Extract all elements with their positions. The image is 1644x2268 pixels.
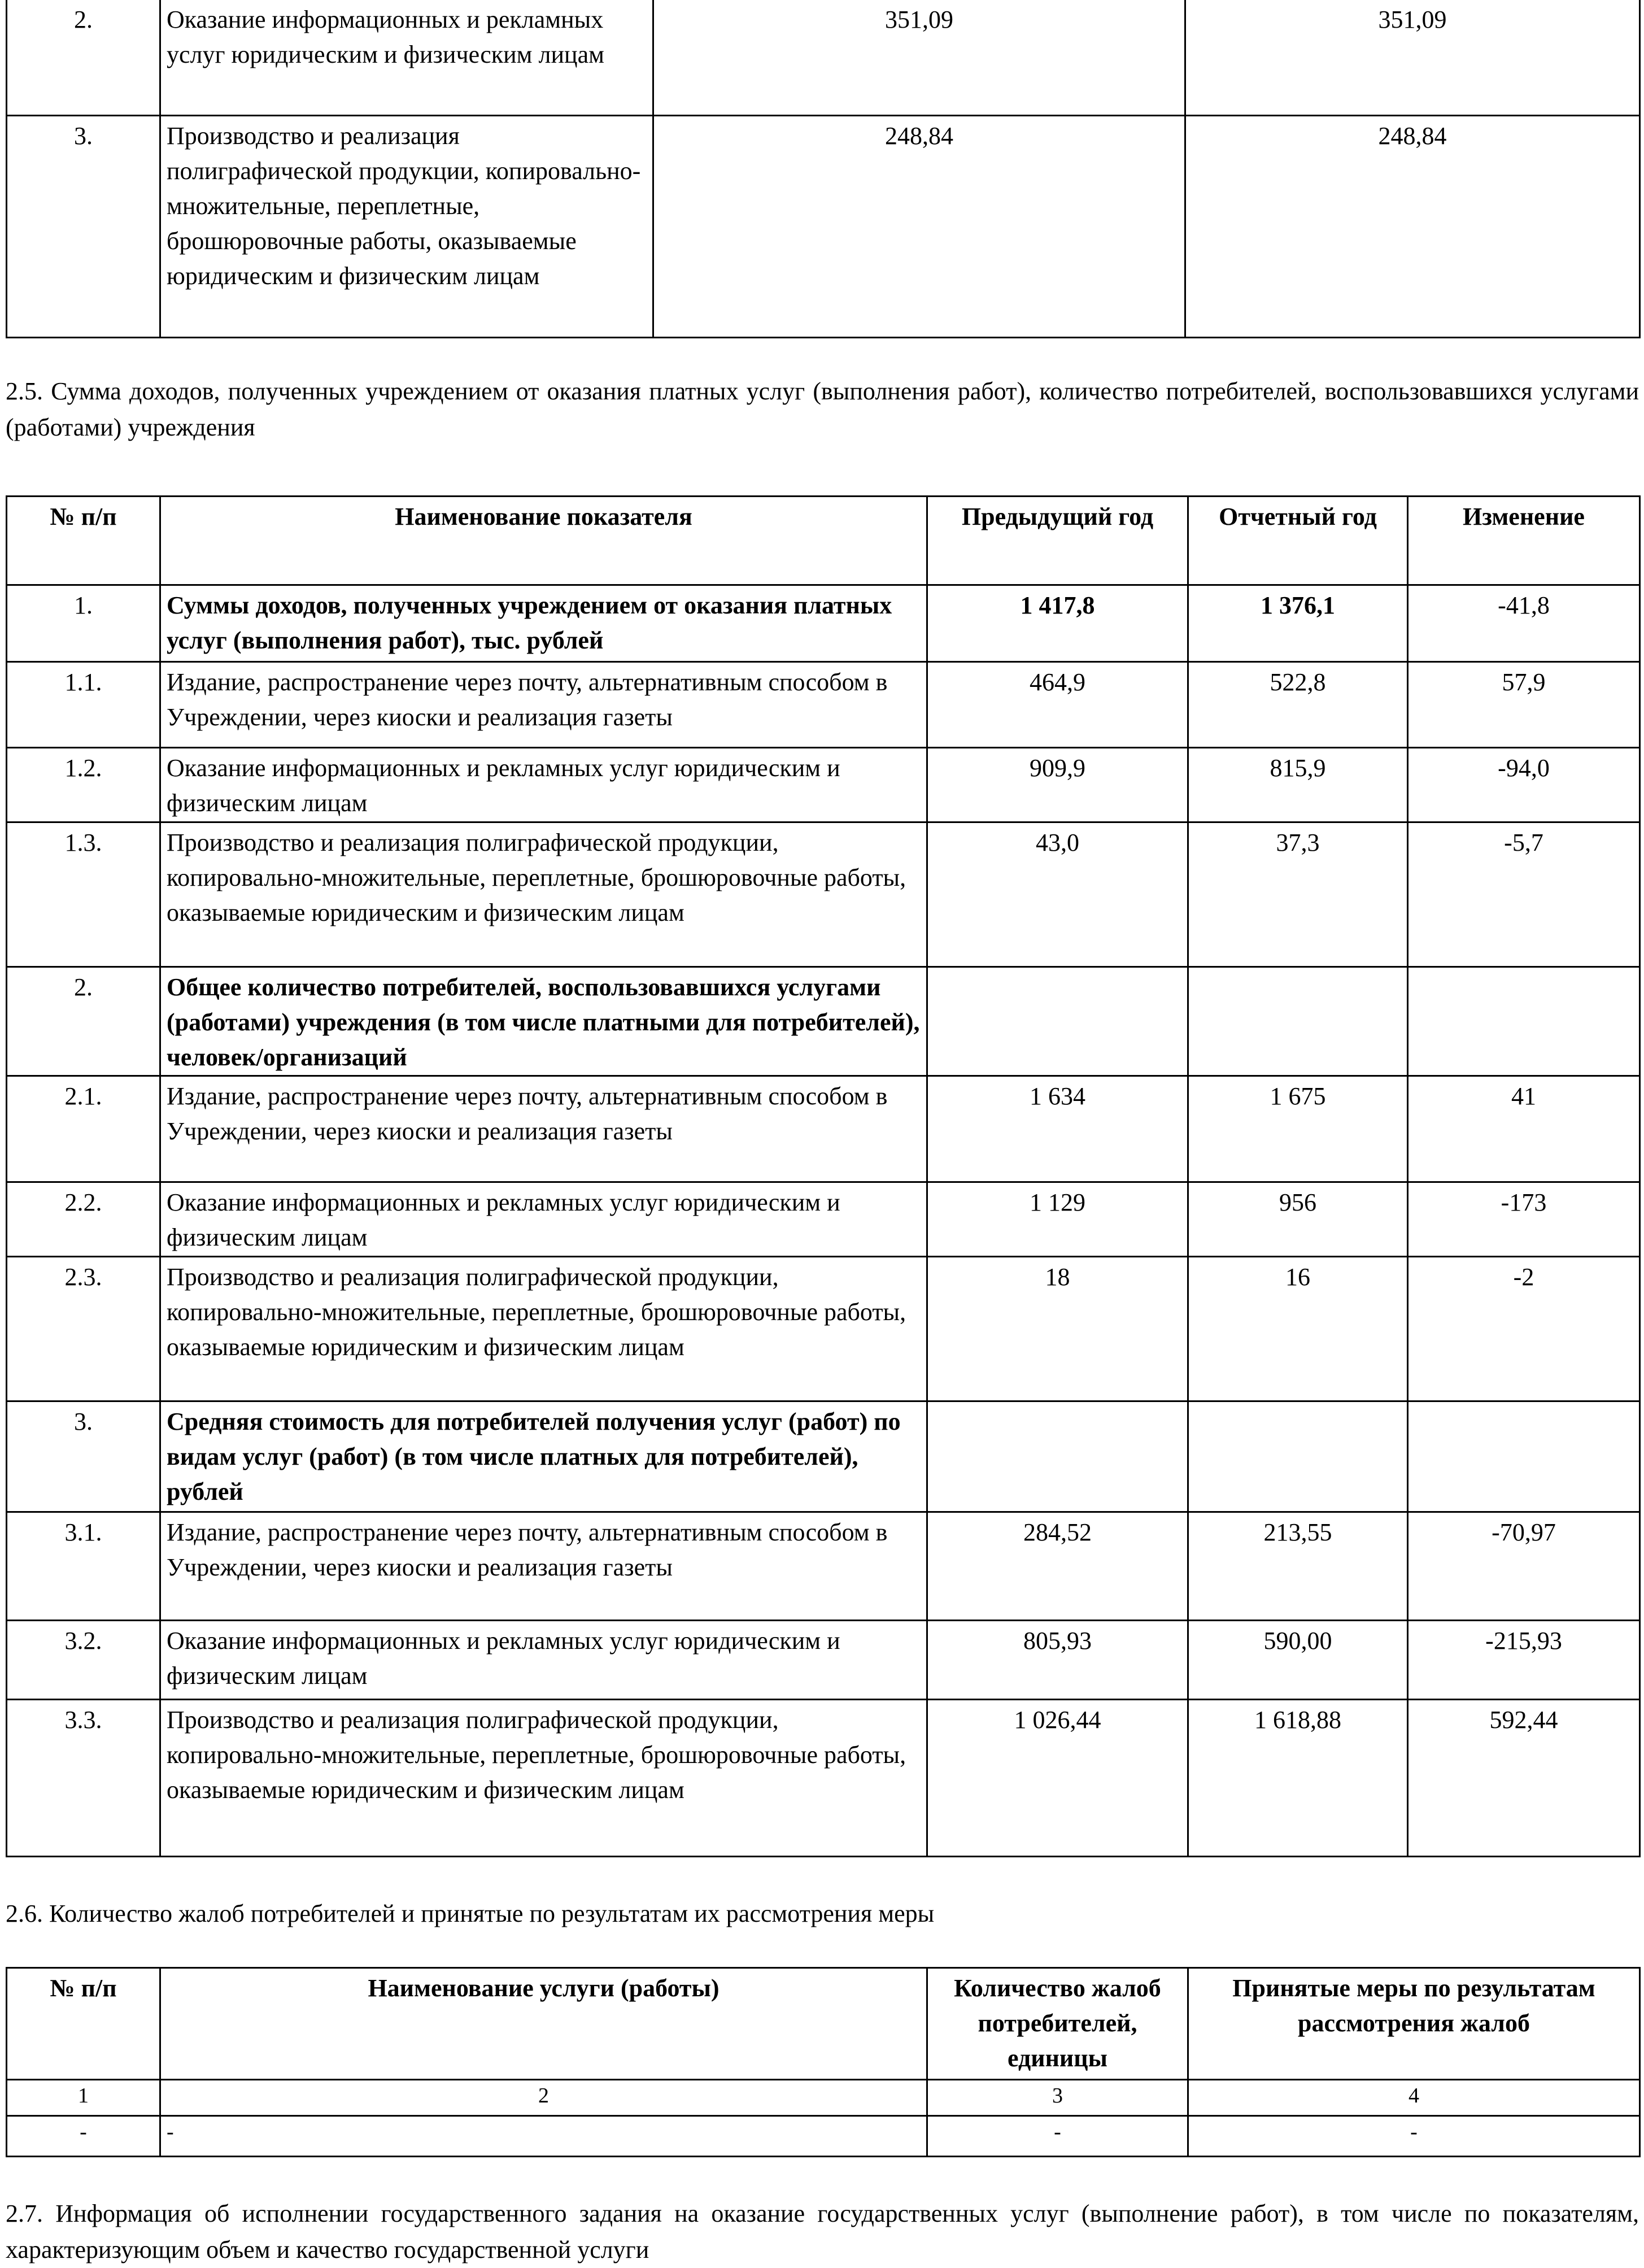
row-name: Производство и реализация полиграфической продукции, копировально-множительные, переплетные, брошюровочные работы, оказываемые юридическим и физическим лицам [160,1700,927,1857]
row-value-1: 248,84 [653,116,1185,338]
row-current-year: 1 376,1 [1188,585,1408,662]
cell-value: - [927,2116,1188,2157]
row-number: 1.2. [7,748,160,822]
row-prev-year: 18 [927,1257,1188,1401]
table-row [7,1182,1640,1257]
row-value-1: 351,09 [653,0,1185,116]
row-change: -215,93 [1408,1621,1640,1700]
header-change: Изменение [1408,497,1640,585]
row-change: 592,44 [1408,1700,1640,1857]
cell-value: - [7,2116,160,2157]
cell-value: - [1188,2116,1640,2157]
row-prev-year: 464,9 [927,662,1188,748]
column-index: 1 [7,2080,160,2116]
income-table-head [7,497,1640,585]
row-name: Издание, распространение через почту, альтернативным способом в Учреждении, через киоски и реализация газеты [160,1512,927,1621]
table-header-row [7,497,1640,585]
top-table-body [7,0,1640,338]
table-row [7,0,1640,116]
row-name: Оказание информационных и рекламных услуг юридическим и физическим лицам [160,1621,927,1700]
column-index-row [7,2080,1640,2116]
header-prev-year: Предыдущий год [927,497,1188,585]
header-measures: Принятые меры по результатам рассмотрения жалоб [1188,1968,1640,2080]
row-value-2: 248,84 [1185,116,1640,338]
income-table [6,495,1641,1857]
row-prev-year: 284,52 [927,1512,1188,1621]
row-change: -41,8 [1408,585,1640,662]
row-prev-year: 1 417,8 [927,585,1188,662]
table-row [7,1512,1640,1621]
table-row [7,822,1640,967]
table-header-row [7,1968,1640,2080]
row-current-year: 956 [1188,1182,1408,1257]
section-heading-2-7: 2.7. Информация об исполнении государственного задания на оказание государственных услуг (выполнение работ), в том числе по показателям, характеризующим объем и качество государственной услуги [6,2200,1639,2263]
row-name: Оказание информационных и рекламных услуг юридическим и физическим лицам [160,1182,927,1257]
row-change: 57,9 [1408,662,1640,748]
row-change [1408,1401,1640,1512]
row-name: Оказание информационных и рекламных услуг юридическим и физическим лицам [160,748,927,822]
row-prev-year: 909,9 [927,748,1188,822]
row-value-2: 351,09 [1185,0,1640,116]
document-page [6,0,1639,2268]
section-heading-2-5: 2.5. Сумма доходов, полученных учреждением от оказания платных услуг (выполнения работ), количество потребителей, воспользовавшихся услугами (работами) учреждения [6,377,1639,441]
row-name: Производство и реализация полиграфической продукции, копировально-множительные, переплетные, брошюровочные работы, оказываемые юридическим и физическим лицам [160,1257,927,1401]
table-row [7,116,1640,338]
row-change: -70,97 [1408,1512,1640,1621]
row-number: 1.1. [7,662,160,748]
row-name: Общее количество потребителей, воспользовавшихся услугами (работами) учреждения (в том числе платными для потребителей), человек/организаций [160,967,927,1076]
row-current-year: 37,3 [1188,822,1408,967]
table-row [7,1700,1640,1857]
row-number: 3. [7,1401,160,1512]
section-heading-2-6: 2.6. Количество жалоб потребителей и принятые по результатам их рассмотрения меры [6,1900,935,1927]
row-current-year: 16 [1188,1257,1408,1401]
row-name: Издание, распространение через почту, альтернативным способом в Учреждении, через киоски и реализация газеты [160,1076,927,1182]
row-current-year: 815,9 [1188,748,1408,822]
row-change: -94,0 [1408,748,1640,822]
row-change: 41 [1408,1076,1640,1182]
header-service-name: Наименование услуги (работы) [160,1968,927,2080]
top-table [6,0,1641,338]
header-num: № п/п [7,497,160,585]
row-current-year: 1 618,88 [1188,1700,1408,1857]
row-change: -2 [1408,1257,1640,1401]
row-current-year: 1 675 [1188,1076,1408,1182]
row-prev-year [927,967,1188,1076]
table-row [7,967,1640,1076]
row-name: Средняя стоимость для потребителей получения услуг (работ) по видам услуг (работ) (в том числе платных для потребителей), рублей [160,1401,927,1512]
row-number: 2.1. [7,1076,160,1182]
row-name: Производство и реализация полиграфической продукции, копировально-множительные, переплетные, брошюровочные работы, оказываемые юридическим и физическим лицам [160,116,653,338]
complaints-table-body [7,2080,1640,2157]
header-complaint-count: Количество жалоб потребителей, единицы [927,1968,1188,2080]
row-current-year: 522,8 [1188,662,1408,748]
column-index: 3 [927,2080,1188,2116]
row-current-year: 590,00 [1188,1621,1408,1700]
row-prev-year: 1 634 [927,1076,1188,1182]
row-number: 2.2. [7,1182,160,1257]
table-row [7,2116,1640,2157]
row-change: -173 [1408,1182,1640,1257]
row-number: 2.3. [7,1257,160,1401]
row-prev-year: 805,93 [927,1621,1188,1700]
row-prev-year [927,1401,1188,1512]
row-name: Производство и реализация полиграфической продукции, копировально-множительные, переплетные, брошюровочные работы, оказываемые юридическим и физическим лицам [160,822,927,967]
complaints-table-head [7,1968,1640,2080]
row-change: -5,7 [1408,822,1640,967]
row-number: 3.2. [7,1621,160,1700]
table-row [7,1621,1640,1700]
complaints-table [6,1967,1641,2157]
column-index: 4 [1188,2080,1640,2116]
column-index: 2 [160,2080,927,2116]
row-prev-year: 1 129 [927,1182,1188,1257]
row-current-year: 213,55 [1188,1512,1408,1621]
table-row [7,662,1640,748]
row-name: Издание, распространение через почту, альтернативным способом в Учреждении, через киоски и реализация газеты [160,662,927,748]
row-number: 1.3. [7,822,160,967]
header-num: № п/п [7,1968,160,2080]
header-name: Наименование показателя [160,497,927,585]
row-name: Оказание информационных и рекламных услуг юридическим и физическим лицам [160,0,653,116]
table-row [7,1257,1640,1401]
header-current-year: Отчетный год [1188,497,1408,585]
row-number: 3.3. [7,1700,160,1857]
row-current-year [1188,1401,1408,1512]
income-table-body [7,585,1640,1857]
table-row [7,1401,1640,1512]
row-prev-year: 43,0 [927,822,1188,967]
row-number: 1. [7,585,160,662]
cell-value: - [160,2116,927,2157]
row-number: 2. [7,967,160,1076]
row-prev-year: 1 026,44 [927,1700,1188,1857]
row-current-year [1188,967,1408,1076]
row-number: 2. [7,0,160,116]
table-row [7,748,1640,822]
row-name: Суммы доходов, полученных учреждением от оказания платных услуг (выполнения работ), тыс. рублей [160,585,927,662]
table-row [7,585,1640,662]
table-row [7,1076,1640,1182]
row-number: 3.1. [7,1512,160,1621]
row-change [1408,967,1640,1076]
row-number: 3. [7,116,160,338]
